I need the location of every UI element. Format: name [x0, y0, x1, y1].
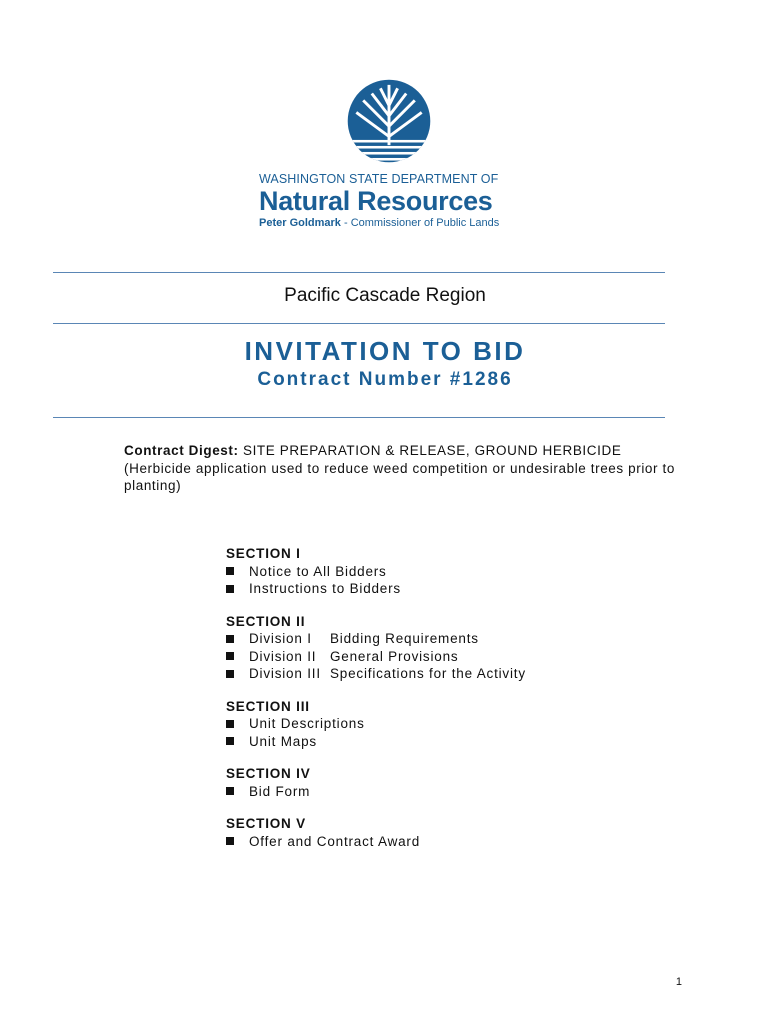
- contract-digest: [124, 442, 684, 495]
- dnr-tree-emblem-icon: [346, 78, 432, 164]
- section-1: [226, 545, 656, 598]
- list-item-text: Unit Maps: [249, 733, 317, 749]
- division-text: Bidding Requirements: [330, 631, 479, 646]
- list-item: [226, 715, 656, 733]
- agency-wordmark: [259, 172, 519, 229]
- list-item: [226, 783, 656, 801]
- square-bullet-icon: [226, 567, 234, 575]
- list-item-text: Instructions to Bidders: [249, 581, 401, 596]
- list-item: [226, 580, 656, 598]
- agency-commissioner-line: [259, 217, 519, 229]
- square-bullet-icon: [226, 737, 234, 745]
- digest-text: SITE PREPARATION & RELEASE, GROUND HERBICIDE (Herbicide application used to reduce weed competition or undesirable trees prior to planting): [124, 443, 675, 493]
- square-bullet-icon: [226, 720, 234, 728]
- table-of-contents: [226, 545, 656, 865]
- document-title: INVITATION TO BID: [244, 336, 526, 366]
- agency-department-line: WASHINGTON STATE DEPARTMENT OF: [259, 172, 499, 186]
- division-label: Division III: [249, 666, 321, 681]
- section-4: [226, 765, 656, 800]
- section-5: [226, 815, 656, 850]
- list-item-text: Notice to All Bidders: [249, 563, 387, 579]
- list-item: [226, 648, 656, 666]
- section-3: [226, 698, 656, 751]
- list-item-text: Offer and Contract Award: [249, 833, 421, 849]
- section-title: SECTION I: [226, 546, 301, 561]
- list-item-text: Unit Descriptions: [249, 716, 365, 731]
- square-bullet-icon: [226, 837, 234, 845]
- list-item: [226, 630, 656, 648]
- divider-middle: [53, 323, 665, 324]
- square-bullet-icon: [226, 635, 234, 643]
- divider-bottom: [53, 417, 665, 418]
- square-bullet-icon: [226, 787, 234, 795]
- agency-logo: [0, 78, 770, 164]
- list-item: [226, 833, 656, 851]
- list-item: [226, 733, 656, 751]
- division-label: Division II: [249, 648, 317, 664]
- list-item: [226, 563, 656, 581]
- square-bullet-icon: [226, 585, 234, 593]
- region-name: Pacific Cascade Region: [284, 285, 486, 306]
- division-text: Specifications for the Activity: [330, 666, 526, 681]
- division-label: Division I: [249, 631, 312, 646]
- section-title: SECTION V: [226, 816, 306, 831]
- commissioner-title: - Commissioner of Public Lands: [340, 217, 500, 229]
- section-title: SECTION IV: [226, 766, 311, 781]
- divider-top: [53, 272, 665, 273]
- contract-number: Contract Number #1286: [257, 369, 513, 390]
- digest-label: Contract Digest:: [124, 443, 239, 458]
- square-bullet-icon: [226, 652, 234, 660]
- section-2: [226, 613, 656, 683]
- list-item: [226, 665, 656, 683]
- agency-name: Natural Resources: [259, 186, 493, 216]
- division-text: General Provisions: [330, 648, 459, 664]
- list-item-text: Bid Form: [249, 783, 311, 799]
- commissioner-name: Peter Goldmark: [259, 217, 341, 229]
- square-bullet-icon: [226, 670, 234, 678]
- section-title: SECTION II: [226, 613, 306, 629]
- section-title: SECTION III: [226, 698, 310, 714]
- page-number: 1: [675, 976, 682, 988]
